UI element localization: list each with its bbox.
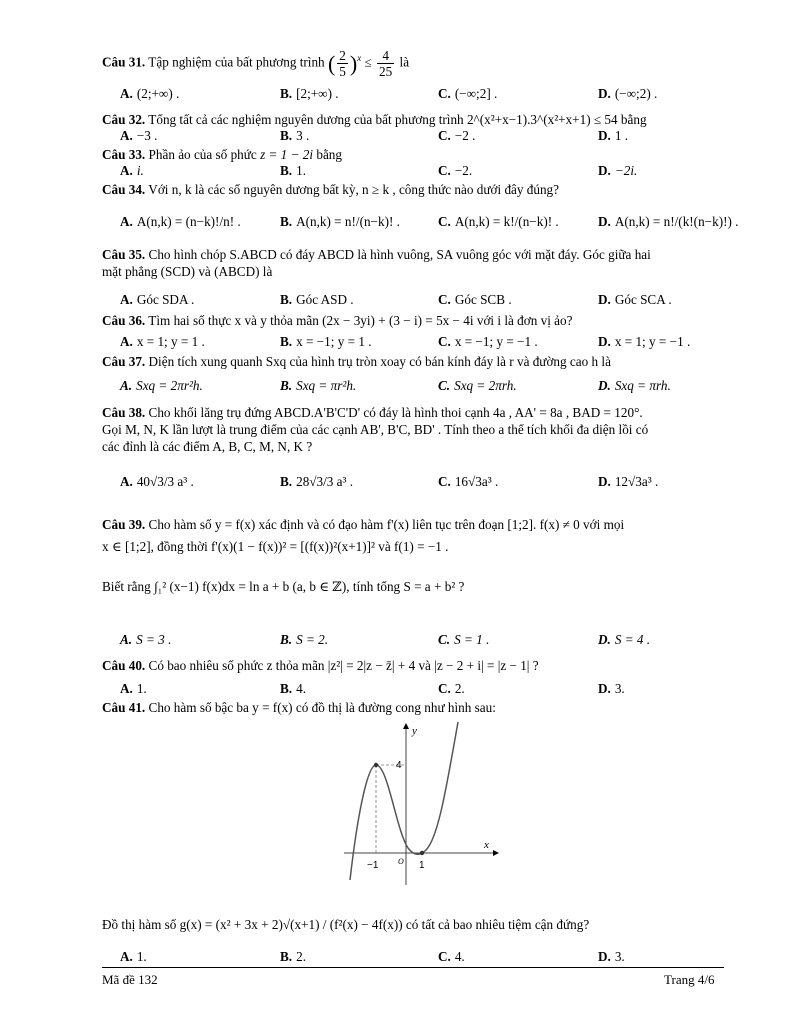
option-c[interactable]: C. A(n,k) = k!/(n−k)! . — [438, 214, 559, 229]
option-b[interactable]: B. 2. — [280, 949, 306, 964]
option-a[interactable]: A. Sxq = 2πr²h. — [120, 378, 203, 393]
option-d[interactable]: D. 3. — [598, 681, 625, 696]
cubic-graph — [338, 720, 508, 890]
option-a[interactable]: A. S = 3 . — [120, 632, 172, 647]
option-a[interactable]: A. (2;+∞) . — [120, 86, 180, 101]
options-40 — [120, 681, 724, 699]
question-38: Câu 38. Cho khối lăng trụ đứng ABCD.A'B'C'D' có đáy là hình thoi cạnh 4a , AA' = 8a , BAD = 120°. Gọi M, N, K lần lượt là trung điểm của các cạnh AB', B'C, BD' . Tính theo a thể tích khối đa diện lồi có các đỉnh là các điểm A, B, C, M, N, K ? — [102, 405, 649, 454]
question-39: Câu 39. Cho hàm số y = f(x) xác định và có đạo hàm f'(x) liên tục trên đoạn [1;2]. f(x) ≠ 0 với mọi x ∈ [1;2], đồng thời f'(x)(1 − f(x))² = [(f(x))²(x+1)]² và f(1) = −1 . Biết rằng ∫₁² (x−1) f(x)dx = ln a + b (a, b ∈ ℤ), tính tổng S = a + b² ? — [102, 517, 625, 594]
question-41-continued: Đồ thị hàm số g(x) = (x² + 3x + 2)√(x+1) / (f²(x) − 4f(x)) có tất cả bao nhiêu tiệm cận đứng? — [102, 917, 590, 932]
options-32 — [120, 128, 724, 146]
option-b[interactable]: B. 28√3/3 a³ . — [280, 474, 354, 489]
question-31: Câu 31. Tập nghiệm của bất phương trình ( $\frac{2}{5}$ )$^x$ ≤ $\frac{4}{25}$ là — [102, 48, 410, 79]
question-37: Câu 37. Diện tích xung quanh Sxq của hình trụ tròn xoay có bán kính đáy là r và đường cao h là — [102, 354, 611, 369]
option-c[interactable]: C. −2. — [438, 163, 473, 178]
option-d[interactable]: D. x = 1; y = −1 . — [598, 334, 691, 349]
option-d[interactable]: D. −2i. — [598, 163, 638, 178]
option-d[interactable]: D. 12√3a³ . — [598, 474, 659, 489]
question-41: Câu 41. Cho hàm số bậc ba y = f(x) có đồ thị là đường cong như hình sau: — [102, 700, 496, 715]
question-34: Câu 34. Với n, k là các số nguyên dương bất kỳ, n ≥ k , công thức nào dưới đây đúng? — [102, 182, 560, 197]
option-a[interactable]: A. 1. — [120, 949, 147, 964]
y-label: y — [412, 725, 417, 737]
options-41 — [120, 949, 724, 967]
option-d[interactable]: D. 1 . — [598, 128, 629, 143]
x-label: x — [484, 839, 489, 851]
question-36: Câu 36. Tìm hai số thực x và y thỏa mãn (2x − 3yi) + (3 − i) = 5x − 4i với i là đơn vị ảo? — [102, 313, 573, 328]
options-31 — [120, 86, 724, 104]
option-a[interactable]: A. x = 1; y = 1 . — [120, 334, 205, 349]
curve — [350, 722, 458, 880]
exam-code: Mã đề 132 — [102, 972, 158, 987]
question-40: Câu 40. Có bao nhiêu số phức z thỏa mãn |z²| = 2|z − z̄| + 4 và |z − 2 + i| = |z − 1| ? — [102, 658, 539, 673]
option-b[interactable]: B. 3 . — [280, 128, 310, 143]
origin-label: O — [398, 857, 404, 866]
options-33 — [120, 163, 724, 181]
option-c[interactable]: C. x = −1; y = −1 . — [438, 334, 538, 349]
page-number: Trang 4/6 — [664, 972, 715, 987]
option-d[interactable]: D. A(n,k) = n!/(k!(n−k)!) . — [598, 214, 739, 229]
option-c[interactable]: C. (−∞;2] . — [438, 86, 498, 101]
min-point — [420, 851, 424, 855]
option-c[interactable]: C. Sxq = 2πrh. — [438, 378, 517, 393]
options-34 — [120, 214, 739, 232]
option-a[interactable]: A. i. — [120, 163, 144, 178]
option-b[interactable]: B. Sxq = πr²h. — [280, 378, 357, 393]
option-d[interactable]: D. 3. — [598, 949, 625, 964]
option-d[interactable]: D. (−∞;2) . — [598, 86, 658, 101]
options-39 — [120, 632, 724, 650]
question-number: Câu 31. — [102, 54, 146, 70]
option-c[interactable]: C. 16√3a³ . — [438, 474, 499, 489]
fraction: $\frac{2}{5}$ — [339, 48, 346, 79]
question-32: Câu 32. Tổng tất cả các nghiệm nguyên dương của bất phương trình 2^(x²+x−1).3^(x²+x+1) ≤ 54 bằng — [102, 112, 647, 127]
question-35: Câu 35. Cho hình chóp S.ABCD có đáy ABCD là hình vuông, SA vuông góc với mặt đáy. Góc giữa hai mặt phẳng (SCD) và (ABCD) là — [102, 247, 651, 279]
options-37 — [120, 378, 724, 396]
option-c[interactable]: C. S = 1 . — [438, 632, 490, 647]
option-c[interactable]: C. 4. — [438, 949, 465, 964]
option-b[interactable]: B. A(n,k) = n!/(n−k)! . — [280, 214, 400, 229]
option-b[interactable]: B. Góc ASD . — [280, 292, 354, 307]
footer-divider — [102, 967, 724, 968]
question-33: Câu 33. Phần ảo của số phức z = 1 − 2i bằng — [102, 147, 342, 162]
option-b[interactable]: B. 1. — [280, 163, 306, 178]
option-a[interactable]: A. −3 . — [120, 128, 158, 143]
option-c[interactable]: C. −2 . — [438, 128, 476, 143]
option-b[interactable]: B. [2;+∞) . — [280, 86, 339, 101]
question-text: Tập nghiệm của bất phương trình — [148, 54, 325, 70]
option-a[interactable]: A. A(n,k) = (n−k)!/n! . — [120, 214, 241, 229]
option-b[interactable]: B. 4. — [280, 681, 306, 696]
option-d[interactable]: D. Góc SCA . — [598, 292, 672, 307]
tick-x-neg1: −1 — [367, 860, 379, 871]
option-a[interactable]: A. 1. — [120, 681, 147, 696]
tick-y-4: 4 — [396, 760, 402, 771]
tick-x-1: 1 — [419, 860, 425, 871]
option-c[interactable]: C. Góc SCB . — [438, 292, 512, 307]
option-c[interactable]: C. 2. — [438, 681, 465, 696]
options-38 — [120, 474, 724, 492]
options-36 — [120, 334, 724, 352]
option-d[interactable]: D. Sxq = πrh. — [598, 378, 671, 393]
option-b[interactable]: B. S = 2. — [280, 632, 329, 647]
max-point — [374, 763, 378, 767]
option-a[interactable]: A. Góc SDA . — [120, 292, 195, 307]
option-a[interactable]: A. 40√3/3 a³ . — [120, 474, 194, 489]
options-35 — [120, 292, 724, 310]
option-b[interactable]: B. x = −1; y = 1 . — [280, 334, 372, 349]
option-d[interactable]: D. S = 4 . — [598, 632, 651, 647]
